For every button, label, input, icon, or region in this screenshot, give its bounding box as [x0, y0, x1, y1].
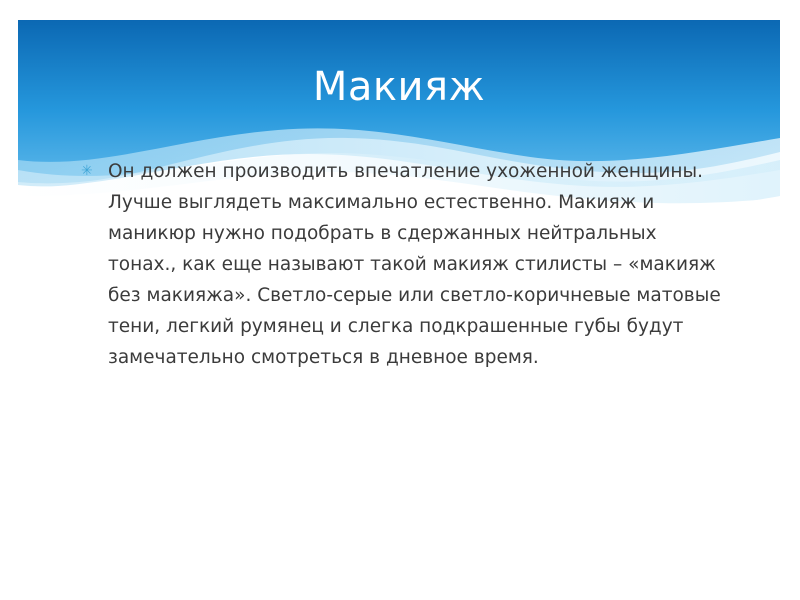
slide — [18, 20, 780, 589]
slide-body — [81, 156, 721, 373]
bullet-item — [81, 156, 721, 373]
asterisk-bullet-icon: ✳ — [81, 163, 93, 179]
slide-title: Макияж — [312, 64, 486, 110]
bullet-text: Он должен производить впечатление ухоженной женщины. Лучше выглядеть максимально естественно. Макияж и маникюр нужно подобрать в сдержанных нейтральных тонах., как еще называют такой макияж стилисты – «макияж без макияжа». Светло-серые или светло-коричневые матовые тени, легкий румянец и слегка подкрашенные губы будут замечательно смотреться в дневное время. — [108, 161, 721, 368]
